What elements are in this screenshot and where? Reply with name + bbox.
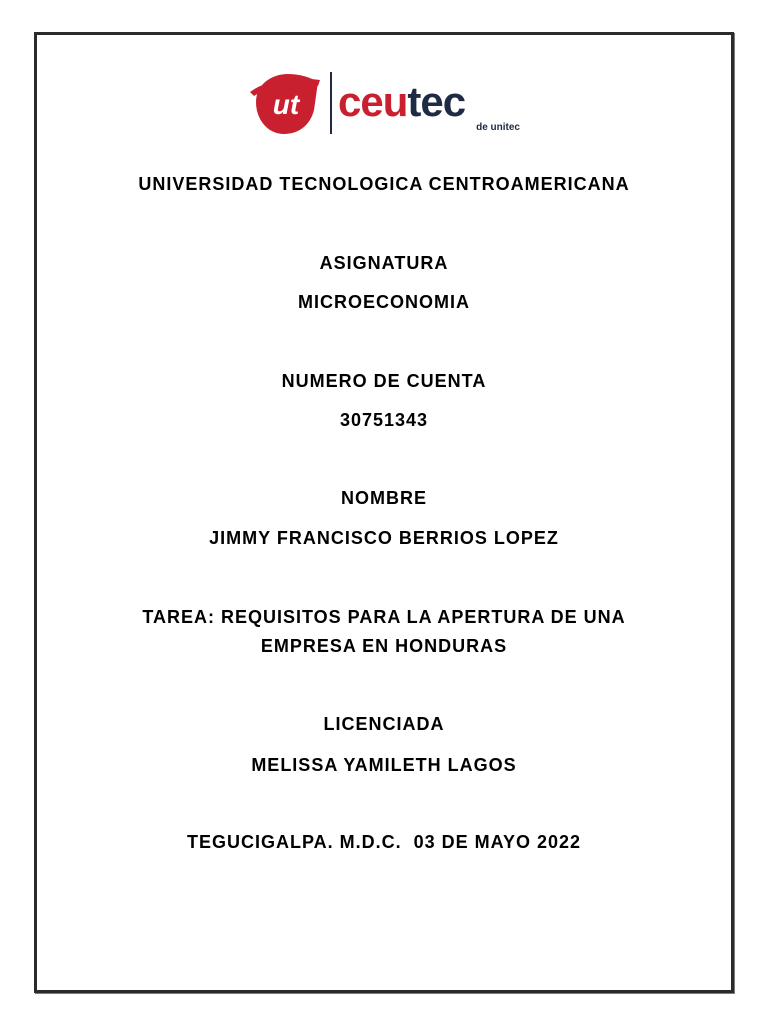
name-label: NOMBRE	[341, 488, 427, 508]
logo-divider	[330, 72, 332, 134]
logo-wordmark	[338, 78, 466, 125]
university-name: UNIVERSIDAD TECNOLOGICA CENTROAMERICANA	[138, 174, 630, 194]
teacher-value: MELISSA YAMILETH LAGOS	[251, 755, 517, 775]
wordmark-ceu: ceu	[338, 78, 408, 125]
name-value: JIMMY FRANCISCO BERRIOS LOPEZ	[209, 528, 559, 548]
place-and-date: TEGUCIGALPA. M.D.C. 03 DE MAYO 2022	[186, 832, 582, 852]
task-title-line2: EMPRESA EN HONDURAS	[260, 636, 508, 656]
account-label: NUMERO DE CUENTA	[281, 371, 487, 391]
subject-label: ASIGNATURA	[319, 253, 449, 273]
ceutec-logo	[248, 70, 528, 136]
task-title-line1: TAREA: REQUISITOS PARA LA APERTURA DE UNA	[142, 607, 626, 627]
account-value: 30751343	[339, 410, 429, 430]
subject-value: MICROECONOMIA	[298, 292, 470, 312]
ut-mark-text: ut	[272, 89, 300, 120]
logo-tagline: de unitec	[476, 122, 520, 133]
wordmark-tec: tec	[407, 78, 466, 125]
teacher-label: LICENCIADA	[323, 714, 445, 734]
